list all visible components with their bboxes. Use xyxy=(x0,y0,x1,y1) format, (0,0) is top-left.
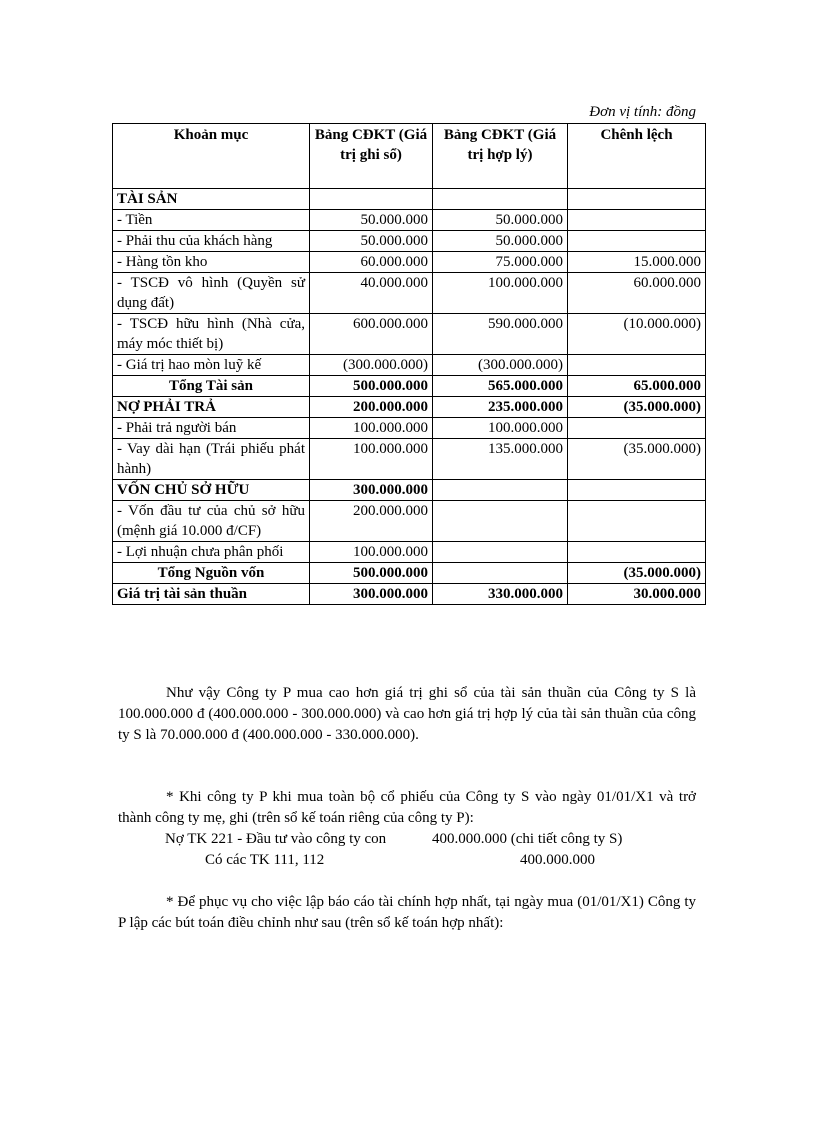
row-label: - Phải thu của khách hàng xyxy=(113,231,310,252)
book-value: 300.000.000 xyxy=(310,480,433,501)
book-value: 200.000.000 xyxy=(310,397,433,418)
row-label: VỐN CHỦ SỞ HỮU xyxy=(113,480,310,501)
book-value xyxy=(310,189,433,210)
fair-value: (300.000.000) xyxy=(433,355,568,376)
difference: 30.000.000 xyxy=(568,584,706,605)
fair-value xyxy=(433,480,568,501)
book-value: 500.000.000 xyxy=(310,563,433,584)
journal-credit-amount: 400.000.000 xyxy=(520,852,595,868)
difference: 65.000.000 xyxy=(568,376,706,397)
row-label: NỢ PHẢI TRẢ xyxy=(113,397,310,418)
row-label: - Hàng tồn kho xyxy=(113,252,310,273)
difference xyxy=(568,501,706,542)
table-row xyxy=(113,189,706,210)
fair-value: 235.000.000 xyxy=(433,397,568,418)
row-label: - Vốn đầu tư của chủ sở hữu (mệnh giá 10.000 đ/CF) xyxy=(113,501,310,542)
header-item: Khoản mục xyxy=(113,124,310,189)
row-label: Tổng Nguồn vốn xyxy=(113,563,310,584)
paragraph-purchase-entry: * Khi công ty P khi mua toàn bộ cổ phiếu của Công ty S vào ngày 01/01/X1 và trở thành công ty mẹ, ghi (trên sổ kế toán riêng của công ty P): xyxy=(118,789,696,826)
table-row xyxy=(113,542,706,563)
balance-sheet-table xyxy=(112,123,706,605)
journal-credit-account: Có các TK 111, 112 xyxy=(205,852,325,868)
book-value: 100.000.000 xyxy=(310,439,433,480)
fair-value: 50.000.000 xyxy=(433,210,568,231)
fair-value: 135.000.000 xyxy=(433,439,568,480)
table-row xyxy=(113,418,706,439)
fair-value xyxy=(433,189,568,210)
difference xyxy=(568,355,706,376)
difference xyxy=(568,542,706,563)
book-value: 500.000.000 xyxy=(310,376,433,397)
difference xyxy=(568,189,706,210)
difference: (35.000.000) xyxy=(568,563,706,584)
fair-value xyxy=(433,563,568,584)
table-row xyxy=(113,501,706,542)
row-label: Tổng Tài sản xyxy=(113,376,310,397)
row-label: Giá trị tài sản thuần xyxy=(113,584,310,605)
header-fair-value: Bảng CĐKT (Giá trị hợp lý) xyxy=(433,124,568,189)
table-row-net-assets xyxy=(113,584,706,605)
fair-value: 100.000.000 xyxy=(433,418,568,439)
difference: (35.000.000) xyxy=(568,397,706,418)
table-row xyxy=(113,273,706,314)
difference xyxy=(568,231,706,252)
difference xyxy=(568,418,706,439)
difference: (10.000.000) xyxy=(568,314,706,355)
paragraph-comparison: Như vậy Công ty P mua cao hơn giá trị ghi sổ của tài sản thuần của Công ty S là 100.000.000 đ (400.000.000 - 300.000.000) và cao hơn giá trị hợp lý của tài sản thuần của công ty S là 70.000.000 đ (400.000.000 - 330.000.000). xyxy=(118,685,696,743)
table-row-total-assets xyxy=(113,376,706,397)
fair-value: 590.000.000 xyxy=(433,314,568,355)
book-value: 100.000.000 xyxy=(310,542,433,563)
unit-label: Đơn vị tính: đồng xyxy=(589,104,696,120)
table-row xyxy=(113,252,706,273)
row-label: - Giá trị hao mòn luỹ kế xyxy=(113,355,310,376)
table-row xyxy=(113,480,706,501)
difference xyxy=(568,210,706,231)
book-value: 40.000.000 xyxy=(310,273,433,314)
fair-value: 330.000.000 xyxy=(433,584,568,605)
table-row-total-equity xyxy=(113,563,706,584)
book-value: 50.000.000 xyxy=(310,210,433,231)
table-row xyxy=(113,397,706,418)
row-label: - TSCĐ vô hình (Quyền sử dụng đất) xyxy=(113,273,310,314)
row-label: TÀI SẢN xyxy=(113,189,310,210)
header-difference: Chênh lệch xyxy=(568,124,706,189)
difference xyxy=(568,480,706,501)
table-row xyxy=(113,231,706,252)
book-value: 200.000.000 xyxy=(310,501,433,542)
row-label: - Vay dài hạn (Trái phiếu phát hành) xyxy=(113,439,310,480)
book-value: 60.000.000 xyxy=(310,252,433,273)
table-row xyxy=(113,439,706,480)
row-label: - Phải trả người bán xyxy=(113,418,310,439)
book-value: 100.000.000 xyxy=(310,418,433,439)
fair-value: 75.000.000 xyxy=(433,252,568,273)
row-label: - Tiền xyxy=(113,210,310,231)
difference: 15.000.000 xyxy=(568,252,706,273)
fair-value xyxy=(433,542,568,563)
paragraph-consolidation: * Để phục vụ cho việc lập báo cáo tài chính hợp nhất, tại ngày mua (01/01/X1) Công ty P lập các bút toán điều chỉnh như sau (trên sổ kế toán hợp nhất): xyxy=(118,894,696,931)
table-header-row xyxy=(113,124,706,189)
table-row xyxy=(113,314,706,355)
difference: (35.000.000) xyxy=(568,439,706,480)
difference: 60.000.000 xyxy=(568,273,706,314)
row-label: - TSCĐ hữu hình (Nhà cửa, máy móc thiết bị) xyxy=(113,314,310,355)
book-value: (300.000.000) xyxy=(310,355,433,376)
row-label: - Lợi nhuận chưa phân phối xyxy=(113,542,310,563)
fair-value: 50.000.000 xyxy=(433,231,568,252)
fair-value: 565.000.000 xyxy=(433,376,568,397)
journal-debit-amount: 400.000.000 (chi tiết công ty S) xyxy=(432,831,623,847)
book-value: 600.000.000 xyxy=(310,314,433,355)
header-book-value: Bảng CĐKT (Giá trị ghi sổ) xyxy=(310,124,433,189)
fair-value xyxy=(433,501,568,542)
book-value: 300.000.000 xyxy=(310,584,433,605)
journal-debit-account: Nợ TK 221 - Đầu tư vào công ty con xyxy=(165,831,387,847)
table-row xyxy=(113,210,706,231)
book-value: 50.000.000 xyxy=(310,231,433,252)
table-row xyxy=(113,355,706,376)
fair-value: 100.000.000 xyxy=(433,273,568,314)
